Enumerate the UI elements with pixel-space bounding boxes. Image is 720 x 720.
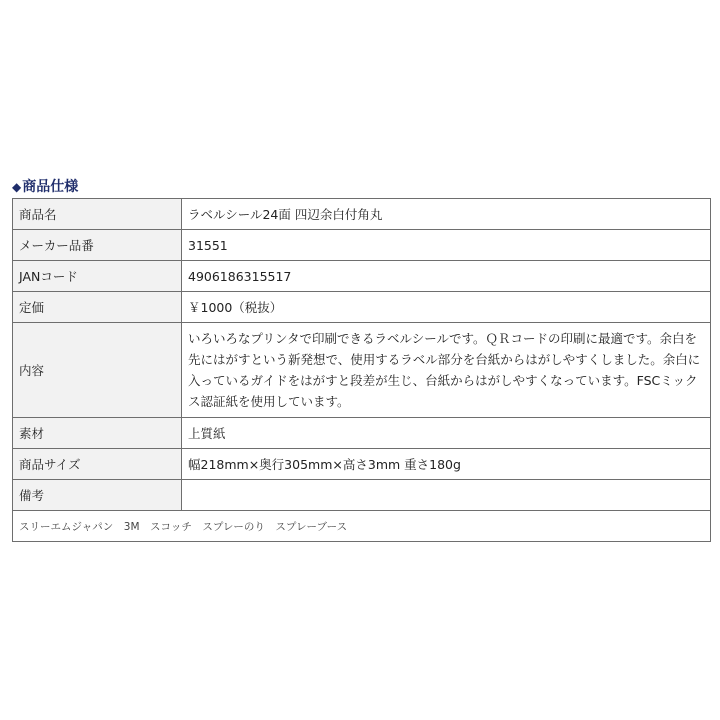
row-label: 商品サイズ bbox=[13, 449, 182, 480]
row-value-description: いろいろなプリンタで印刷できるラベルシールです。ＱＲコードの印刷に最適です。余白を先にはがすという新発想で、使用するラベル部分を台紙からはがしやすくしました。余白に入っているガイドをはがすと段差が生じ、台紙からはがしやすくなっています。FSCミックス認証紙を使用しています。 bbox=[182, 323, 711, 418]
row-label: 内容 bbox=[13, 323, 182, 418]
row-value bbox=[182, 480, 711, 511]
row-label: 備考 bbox=[13, 480, 182, 511]
row-value: 31551 bbox=[182, 230, 711, 261]
row-label: 商品名 bbox=[13, 199, 182, 230]
table-row bbox=[13, 230, 711, 261]
row-value: 4906186315517 bbox=[182, 261, 711, 292]
section-heading bbox=[12, 176, 711, 198]
table-row bbox=[13, 323, 711, 418]
table-row bbox=[13, 449, 711, 480]
product-spec-section bbox=[12, 176, 711, 542]
row-label: JANコード bbox=[13, 261, 182, 292]
row-label: メーカー品番 bbox=[13, 230, 182, 261]
table-row bbox=[13, 199, 711, 230]
table-row bbox=[13, 261, 711, 292]
row-value: 上質紙 bbox=[182, 418, 711, 449]
table-row bbox=[13, 480, 711, 511]
row-label: 素材 bbox=[13, 418, 182, 449]
diamond-bullet-icon: ◆ bbox=[12, 180, 22, 194]
table-row-footer bbox=[13, 511, 711, 542]
spec-table bbox=[12, 198, 711, 542]
row-value: ￥1000（税抜） bbox=[182, 292, 711, 323]
row-label: 定価 bbox=[13, 292, 182, 323]
section-title: 商品仕様 bbox=[22, 179, 79, 195]
row-value: ラベルシール24面 四辺余白付角丸 bbox=[182, 199, 711, 230]
table-row bbox=[13, 418, 711, 449]
keywords-footer: スリーエムジャパン 3M スコッチ スプレーのり スプレーブース bbox=[13, 511, 711, 542]
row-value: 幅218mm×奥行305mm×高さ3mm 重さ180g bbox=[182, 449, 711, 480]
table-row bbox=[13, 292, 711, 323]
